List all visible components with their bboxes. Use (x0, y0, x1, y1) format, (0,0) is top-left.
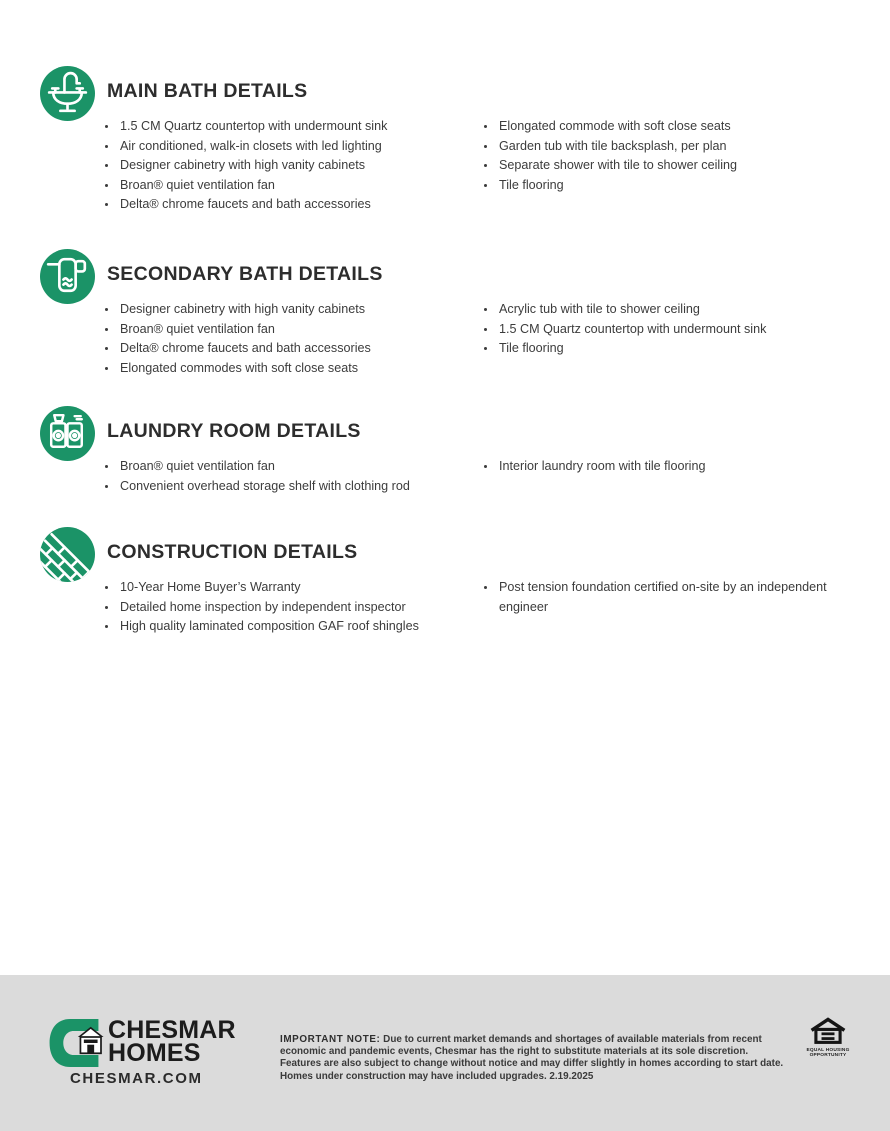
bullet-list-left (103, 300, 482, 378)
list-item: • Detailed home inspection by independent inspector (118, 598, 482, 618)
footer (0, 975, 890, 1131)
important-note (280, 1034, 788, 1083)
list-item: • Broan® quiet ventilation fan (118, 457, 482, 477)
brand-name (108, 1016, 236, 1067)
website-text: CHESMAR.COM (70, 1070, 203, 1087)
list-item: • Elongated commode with soft close seats (497, 117, 852, 137)
sink-icon (40, 66, 95, 121)
washer-dryer-icon (40, 406, 95, 461)
list-item: • Post tension foundation certified on-site by an independent engineer (497, 578, 852, 617)
bullet-list-right (482, 300, 852, 359)
important-note-body: Due to current market demands and shortages of available materials from recent economic and pandemic events, Chesmar has the right to substitute materials at its sole discretion. Features are also subject to change without notice and may differ slightly in homes according to start date. Homes under construction may have included upgrades. 2.19.2025 (280, 1033, 784, 1082)
list-item: • High quality laminated composition GAF roof shingles (118, 617, 482, 637)
list-item: • Broan® quiet ventilation fan (118, 320, 482, 340)
bullet-list-left (103, 117, 482, 215)
bullet-columns (103, 578, 852, 637)
list-item: • Interior laundry room with tile flooring (497, 457, 852, 477)
important-note-label: IMPORTANT NOTE: (280, 1033, 381, 1045)
list-item: • 10-Year Home Buyer’s Warranty (118, 578, 482, 598)
bullet-list-right (482, 578, 852, 617)
list-item: • Garden tub with tile backsplash, per plan (497, 137, 852, 157)
brand-name-line1: CHESMAR (108, 1016, 236, 1044)
list-item: • Air conditioned, walk-in closets with led lighting (118, 137, 482, 157)
list-item: • Designer cabinetry with high vanity cabinets (118, 156, 482, 176)
list-item: • Separate shower with tile to shower ceiling (497, 156, 852, 176)
list-item: • Delta® chrome faucets and bath accessories (118, 339, 482, 359)
bullet-columns (103, 117, 852, 215)
equal-housing-logo (805, 1017, 851, 1059)
brand-name-line2: HOMES (108, 1039, 201, 1067)
bullet-list-left (103, 578, 482, 637)
list-item: • Tile flooring (497, 339, 852, 359)
list-item: • Designer cabinetry with high vanity cabinets (118, 300, 482, 320)
equal-housing-house-icon (809, 1017, 847, 1047)
list-item: • Broan® quiet ventilation fan (118, 176, 482, 196)
bullet-columns (103, 300, 852, 378)
list-item: • Elongated commodes with soft close seats (118, 359, 482, 379)
brick-wall-icon (40, 527, 95, 582)
bullet-list-right (482, 457, 852, 477)
bathtub-icon (40, 249, 95, 304)
section-title: LAUNDRY ROOM DETAILS (107, 420, 361, 442)
list-item: • 1.5 CM Quartz countertop with undermount sink (497, 320, 852, 340)
chesmar-c-house-icon (47, 1016, 107, 1075)
list-item: • Delta® chrome faucets and bath accessories (118, 195, 482, 215)
list-item: • Convenient overhead storage shelf with clothing rod (118, 477, 482, 497)
section-title: CONSTRUCTION DETAILS (107, 541, 358, 563)
section-title: SECONDARY BATH DETAILS (107, 263, 383, 285)
list-item: • 1.5 CM Quartz countertop with undermount sink (118, 117, 482, 137)
list-item: • Acrylic tub with tile to shower ceiling (497, 300, 852, 320)
bullet-list-right (482, 117, 852, 195)
chesmar-logo (47, 1016, 236, 1075)
bullet-list-left (103, 457, 482, 496)
list-item: • Tile flooring (497, 176, 852, 196)
bullet-columns (103, 457, 852, 496)
equal-housing-label: EQUAL HOUSING OPPORTUNITY (806, 1048, 850, 1059)
section-title: MAIN BATH DETAILS (107, 80, 308, 102)
